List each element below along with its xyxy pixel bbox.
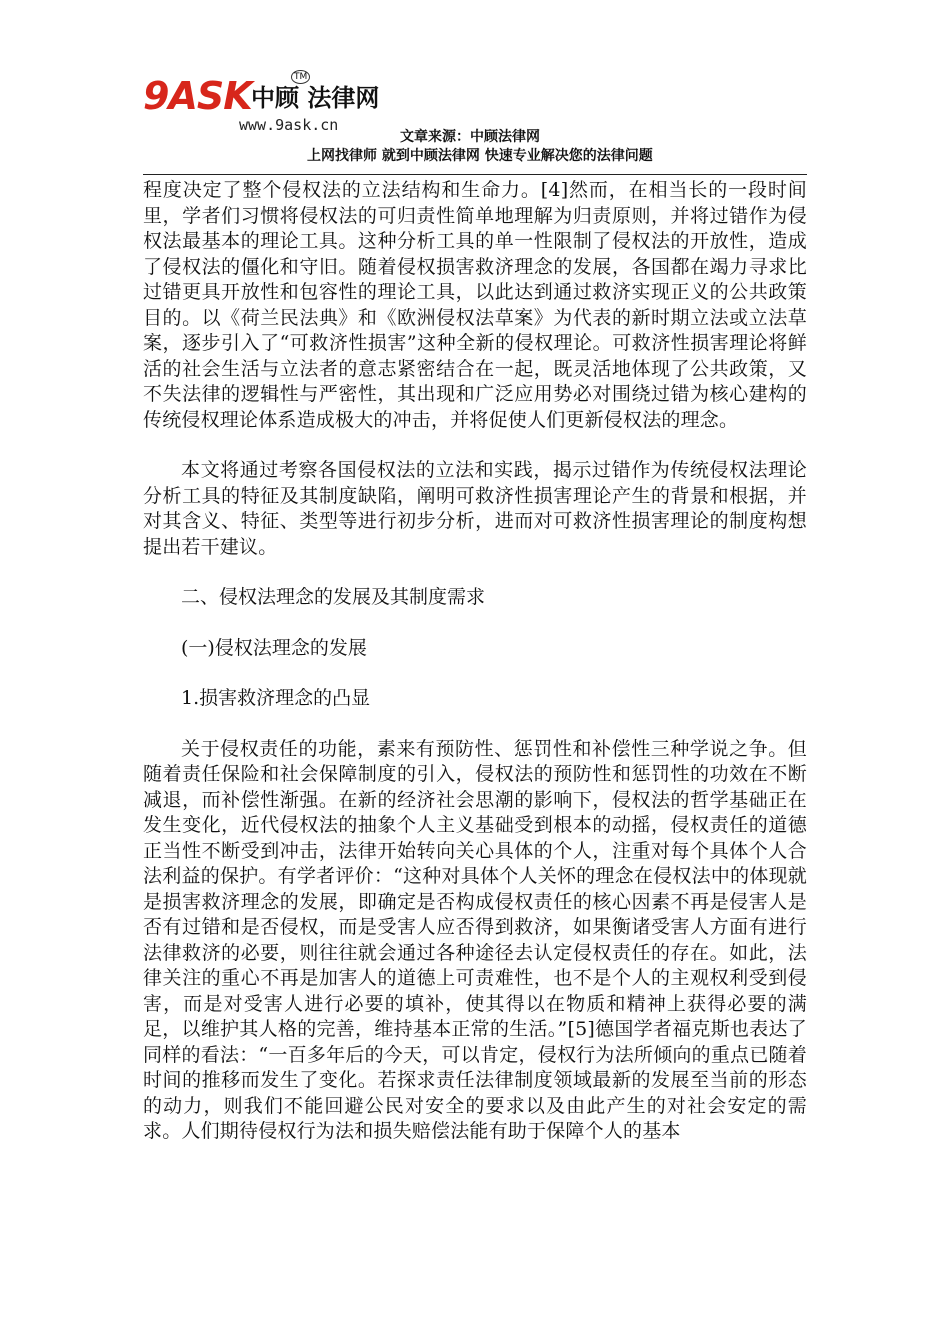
article-source: 文章来源：中顾法律网 bbox=[400, 129, 540, 145]
header-divider bbox=[143, 174, 807, 175]
spacer bbox=[143, 712, 807, 737]
logo-mark: 9ASK bbox=[143, 74, 252, 118]
paragraph-continued: 程度决定了整个侵权法的立法结构和生命力。[4]然而，在相当长的一段时间里，学者们习惯将侵权法的可归责性简单地理解为归责原则，并将过错作为侵权法最基本的理论工具。这种分析工具的单一性限制了侵权法的开放性，造成了侵权法的僵化和守旧。随着侵权损害救济理念的发展，各国都在竭力寻求比过错更具开放性和包容性的理论工具，以此达到通过救济实现正义的公共政策目的。以《荷兰民法典》和《欧洲侵权法草案》为代表的新时期立法或立法草案，逐步引入了“可救济性损害”这种全新的侵权理论。可救济性损害理论将鲜活的社会生活与立法者的意志紧密结合在一起，既灵活地体现了公共政策，又不失法律的逻辑性与严密性，其出现和广泛应用势必对围绕过错为核心建构的传统侵权理论体系造成极大的冲击，并将促使人们更新侵权法的理念。 bbox=[143, 179, 807, 431]
spacer bbox=[143, 611, 807, 636]
paragraph-intro: 本文将通过考察各国侵权法的立法和实践，揭示过错作为传统侵权法理论分析工具的特征及其制度缺陷，阐明可救济性损害理论产生的背景和根据，并对其含义、特征、类型等进行初步分析，进而对可救济性损害理论的制度构想提出若干建议。 bbox=[143, 459, 807, 558]
spacer bbox=[143, 433, 807, 458]
paragraph-body: 关于侵权责任的功能，素来有预防性、惩罚性和补偿性三种学说之争。但随着责任保险和社会保障制度的引入，侵权法的预防性和惩罚性的功效在不断减退，而补偿性渐强。在新的经济社会思潮的影响下，侵权法的哲学基础正在发生变化，近代侵权法的抽象个人主义基础受到根本的动摇，侵权责任的道德正当性不断受到冲击，法律开始转向关心具体的个人，注重对每个具体个人合法利益的保护。有学者评价：“这种对具体个人关怀的理念在侵权法中的体现就是损害救济理念的发展，即确定是否构成侵权责任的核心因素不再是侵害人是否有过错和是否侵权，而是受害人应否得到救济，如果衡诸受害人方面有进行法律救济的必要，则往往就会通过各种途径去认定侵权责任的存在。如此，法律关注的重心不再是加害人的道德上可责难性，也不是个人的主观权利受到侵害，而是对受害人进行必要的填补，使其得以在物质和精神上获得必要的满足，以维护其人格的完善，维持基本正常的生活。”[5]德国学者福克斯也表达了同样的看法：“一百多年后的今天，可以肯定，侵权行为法所倾向的重点已随着时间的推移而发生了变化。若探求责任法律制度领域最新的发展至当前的形态的动力，则我们不能回避公民对安全的要求以及由此产生的对社会安定的需求。人们期待侵权行为法和损失赔偿法能有助于保障个人的基本 bbox=[143, 737, 807, 1142]
site-tagline: 上网找律师 就到中顾法律网 快速专业解决您的法律问题 bbox=[307, 148, 653, 164]
spacer bbox=[143, 661, 807, 686]
page-header bbox=[0, 0, 950, 180]
subsection-heading: (一)侵权法理念的发展 bbox=[181, 636, 367, 659]
logo-url: www.9ask.cn bbox=[239, 116, 339, 134]
spacer bbox=[143, 560, 807, 585]
subsubsection-heading: 1.损害救济理念的凸显 bbox=[181, 687, 371, 709]
article-body bbox=[143, 178, 807, 1145]
trademark-badge: TM bbox=[291, 70, 310, 84]
site-logo[interactable] bbox=[143, 72, 383, 136]
section-heading: 二、侵权法理念的发展及其制度需求 bbox=[181, 586, 486, 608]
logo-chinese-name: 中顾 法律网 bbox=[251, 84, 380, 112]
